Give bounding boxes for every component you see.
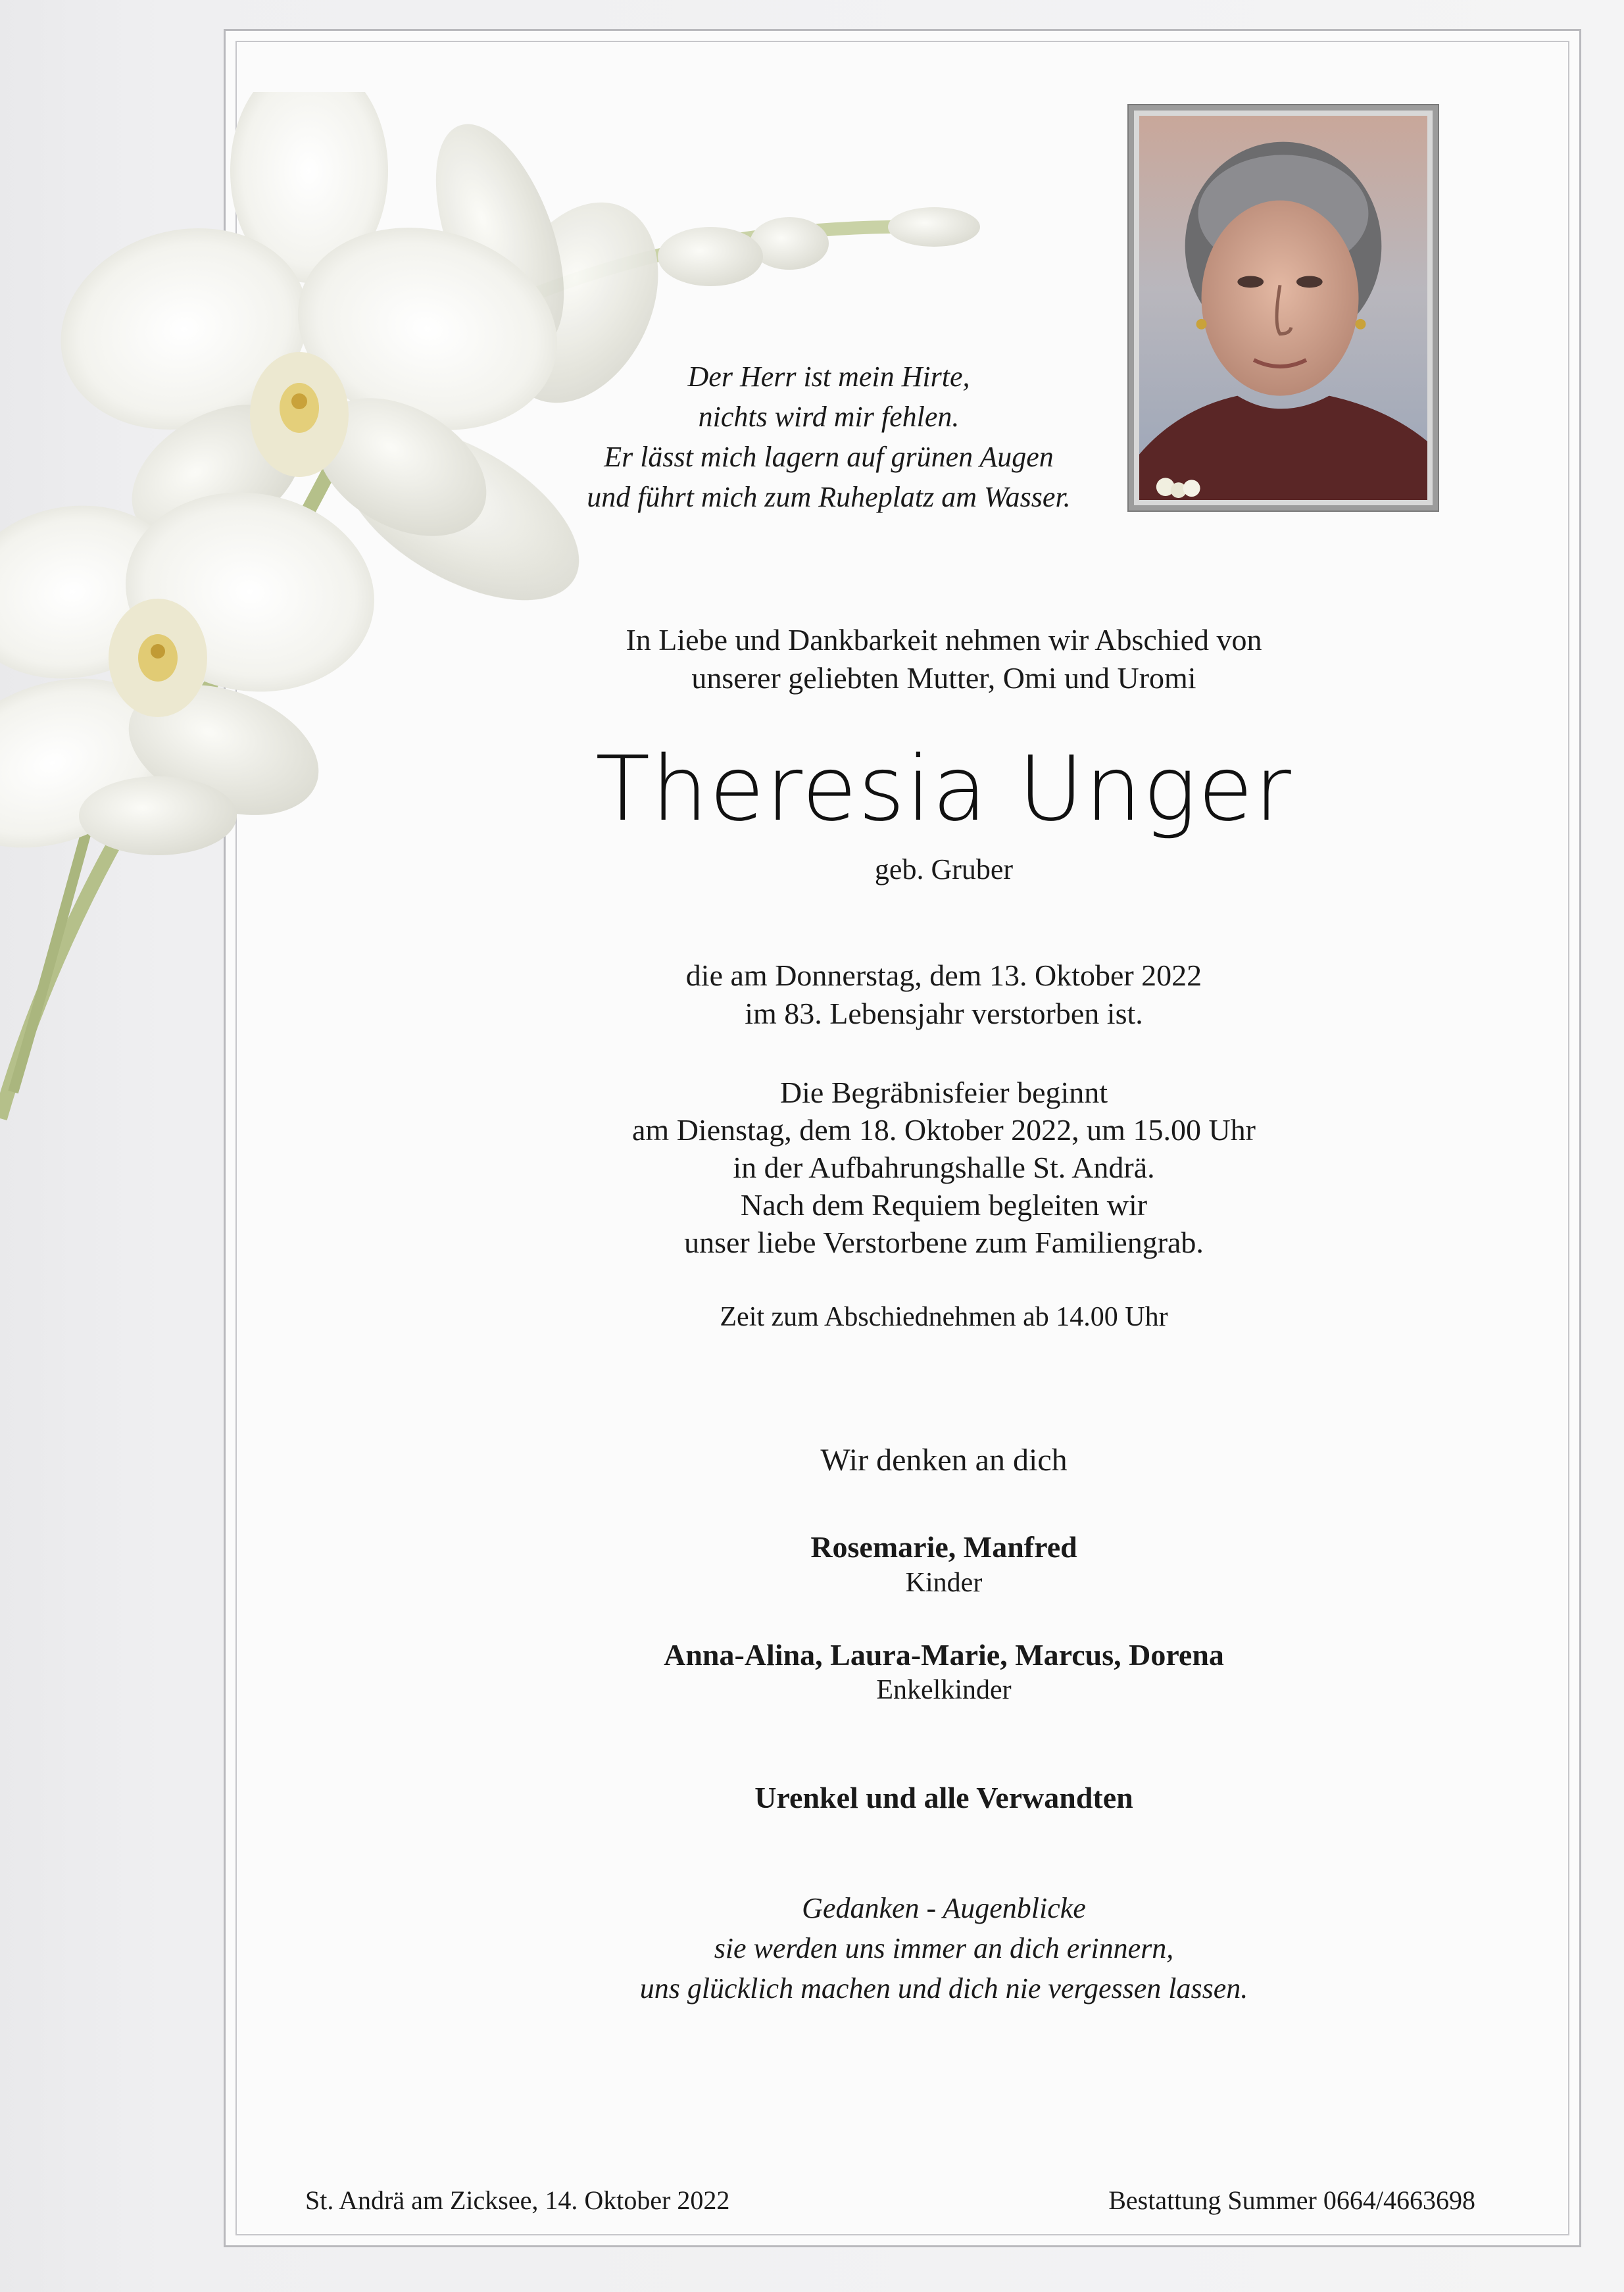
intro-line: unserer geliebten Mutter, Omi und Uromi — [691, 661, 1196, 695]
intro-line: In Liebe und Dankbarkeit nehmen wir Abschied von — [626, 623, 1262, 657]
funeral-line: Nach dem Requiem begleiten wir — [740, 1188, 1148, 1222]
relatives-line: Urenkel und alle Verwandten — [754, 1781, 1133, 1814]
closing-verse — [487, 1888, 1401, 2008]
intro-text — [487, 621, 1401, 697]
remembrance-line: Wir denken an dich — [820, 1443, 1068, 1478]
farewell-time: Zeit zum Abschiednehmen ab 14.00 Uhr — [720, 1302, 1168, 1332]
death-line: die am Donnerstag, dem 13. Oktober 2022 — [685, 959, 1202, 992]
portrait-frame — [1127, 104, 1439, 512]
psalm-verse — [520, 357, 1138, 517]
mourner-role: Kinder — [905, 1568, 983, 1598]
death-info — [487, 957, 1401, 1033]
psalm-line: Er lässt mich lagern auf grünen Augen — [604, 441, 1054, 473]
funeral-line: Die Begräbnisfeier beginnt — [779, 1076, 1108, 1109]
funeral-line: in der Aufbahrungshalle St. Andrä. — [733, 1151, 1155, 1184]
footer-undertaker: Bestattung Summer 0664/4663698 — [1108, 2185, 1475, 2215]
portrait-photo — [1139, 116, 1427, 500]
funeral-info — [487, 1074, 1401, 1261]
mourner-names: Rosemarie, Manfred — [810, 1530, 1077, 1564]
psalm-line: Der Herr ist mein Hirte, — [687, 361, 970, 393]
closing-line: sie werden uns immer an dich erinnern, — [714, 1932, 1174, 1964]
closing-line: Gedanken - Augenblicke — [802, 1892, 1086, 1924]
death-line: im 83. Lebensjahr verstorben ist. — [745, 997, 1143, 1030]
closing-line: uns glücklich machen und dich nie vergessen lassen. — [639, 1972, 1248, 2005]
deceased-name: Theresia Unger — [595, 737, 1292, 841]
psalm-line: nichts wird mir fehlen. — [698, 401, 960, 433]
birth-name: geb. Gruber — [874, 853, 1014, 885]
psalm-line: und führt mich zum Ruheplatz am Wasser. — [587, 481, 1071, 513]
footer-place-date: St. Andrä am Zicksee, 14. Oktober 2022 — [305, 2185, 730, 2215]
mourner-names: Anna-Alina, Laura-Marie, Marcus, Dorena — [664, 1638, 1224, 1672]
funeral-line: am Dienstag, dem 18. Oktober 2022, um 15.00 Uhr — [632, 1113, 1256, 1147]
funeral-line: unser liebe Verstorbene zum Familiengrab. — [684, 1226, 1204, 1259]
mourner-role: Enkelkinder — [876, 1675, 1012, 1705]
